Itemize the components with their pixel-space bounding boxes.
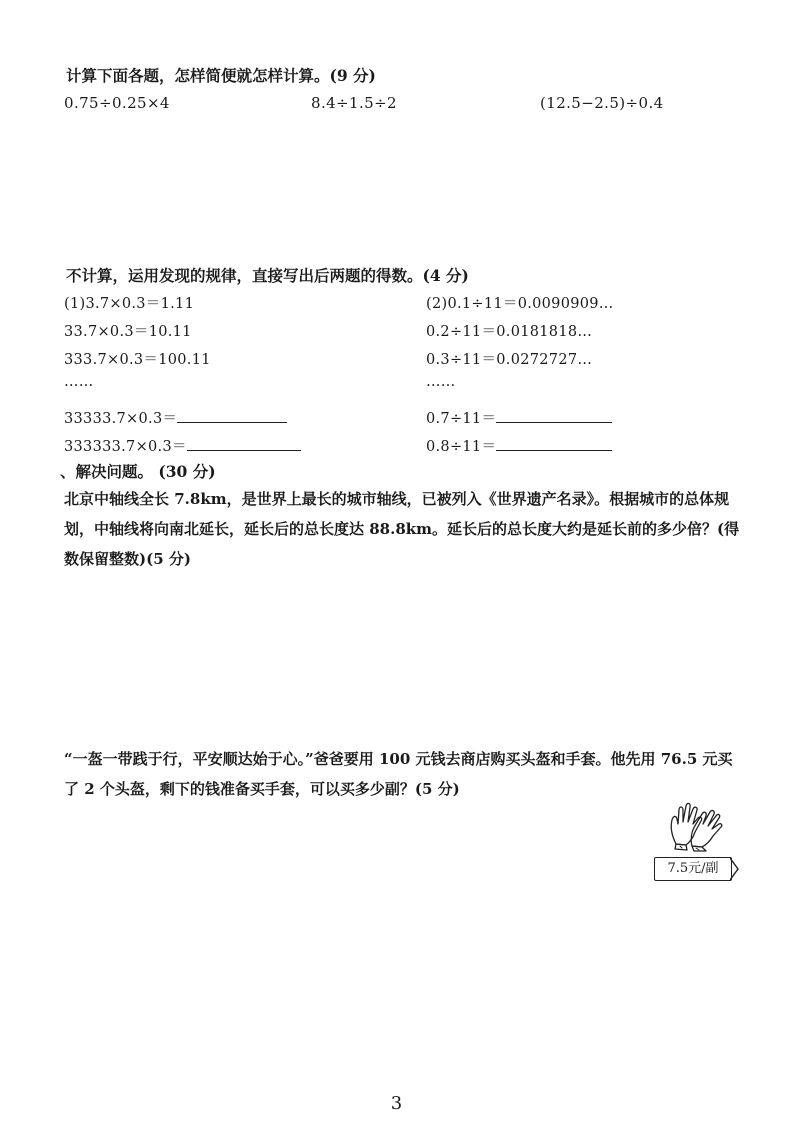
solve-section-title: 、解决问题。 (30 分) bbox=[60, 462, 216, 481]
pattern-right-blank-2 bbox=[426, 434, 612, 456]
answer-blank[interactable] bbox=[496, 434, 612, 451]
pattern-right-line-2: 0.2÷11＝0.0181818… bbox=[426, 324, 593, 340]
pattern-right-blank-1-label: 0.7÷11＝ bbox=[426, 411, 497, 427]
pattern-left-ellipsis: …… bbox=[64, 374, 94, 390]
calc-section-title: 计算下面各题，怎样简便就怎样计算。(9 分) bbox=[66, 66, 376, 85]
calc-problem-3: (12.5−2.5)÷0.4 bbox=[540, 94, 664, 112]
pattern-left-blank-1-label: 33333.7×0.3＝ bbox=[64, 411, 178, 427]
pattern-right-ellipsis: …… bbox=[426, 374, 456, 390]
price-tag: 7.5元/副 bbox=[654, 857, 732, 881]
answer-blank[interactable] bbox=[187, 434, 301, 451]
pattern-right-blank-1 bbox=[426, 406, 612, 428]
pattern-left-line-2: 33.7×0.3＝10.11 bbox=[64, 324, 192, 340]
answer-blank[interactable] bbox=[496, 406, 612, 423]
calc-problem-2: 8.4÷1.5÷2 bbox=[311, 94, 397, 112]
pattern-section-title: 不计算，运用发现的规律，直接写出后两题的得数。(4 分) bbox=[66, 266, 469, 285]
pattern-left-blank-2-label: 333333.7×0.3＝ bbox=[64, 439, 187, 455]
pattern-left-line-3: 333.7×0.3＝100.11 bbox=[64, 352, 211, 368]
pattern-left-blank-1 bbox=[64, 406, 287, 428]
pattern-left-line-1: (1)3.7×0.3＝1.11 bbox=[64, 296, 195, 312]
pattern-right-line-1: (2)0.1÷11＝0.0090909… bbox=[426, 296, 614, 312]
problem-1-text: 北京中轴线全长 7.8km，是世界上最长的城市轴线，已被列入《世界遗产名录》。根据城市的总体规划，中轴线将向南北延长，延长后的总长度达 88.8km。延长后的总长度大约是延长前的多少倍？(得数保留整数)(5 分) bbox=[64, 490, 740, 568]
pattern-left-blank-2 bbox=[64, 434, 301, 456]
page-number: 3 bbox=[390, 1093, 403, 1114]
problem-2-text: “一盔一带践于行，平安顺达始于心。”爸爸要用 100 元钱去商店购买头盔和手套。他先用 76.5 元买了 2 个头盔，剩下的钱准备买手套，可以买多少副？(5 分) bbox=[64, 750, 733, 798]
answer-blank[interactable] bbox=[177, 406, 287, 423]
price-tag-flap-icon bbox=[730, 857, 740, 881]
calc-problem-1: 0.75÷0.25×4 bbox=[64, 94, 170, 112]
pattern-right-line-3: 0.3÷11＝0.0272727… bbox=[426, 352, 593, 368]
pattern-right-blank-2-label: 0.8÷11＝ bbox=[426, 439, 497, 455]
gloves-icon bbox=[662, 800, 730, 852]
